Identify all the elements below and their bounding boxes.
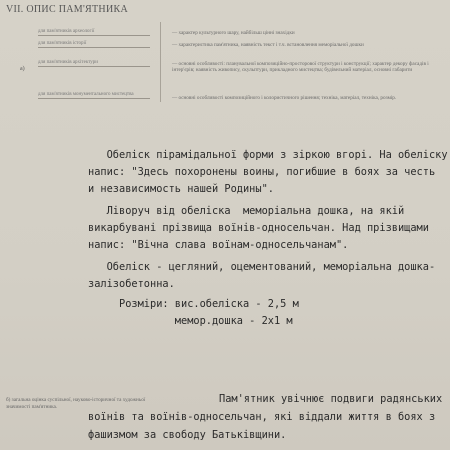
form-label: для пам'ятників монументального мистецтва	[38, 92, 150, 99]
typed-line: воїнів та воїнів-односельчан, які віддали життя в боях з	[88, 411, 436, 423]
typed-line: Розміри: вис.обеліска - 2,5 м	[88, 298, 299, 310]
form-description: — характеристика пам'ятника, наявність текст і т.ч. встановлення меморіальної дошки	[172, 42, 364, 48]
typed-line: напис: "Здесь похоронены воины, погибшие в боях за честь	[88, 166, 436, 178]
typed-line: залізобетонна.	[88, 278, 175, 290]
form-label-significance: б) загальна оцінка суспільної, науково-історичної та художньої значимості пам'ятника.	[6, 397, 146, 410]
form-description: — основні особливості: планувальної композиційно-просторової структури і конструкції; характер декору фасадів і інтер'єрів; наявність живопису, скульптури, прикладного мистецтва; будівельний матеріал, основні габарити	[172, 61, 429, 74]
form-label: для пам'ятників історії	[38, 41, 150, 48]
typed-line: Обеліск пірамідальної форми з зіркою вгорі. На обеліску	[88, 149, 448, 161]
typed-line: викарбувані прізвища воїнів-односельчан. Над прізвищами	[88, 222, 429, 234]
row-marker: а)	[20, 66, 25, 72]
form-divider	[160, 22, 161, 102]
typed-line: напис: "Вічна слава воїнам-односельчанам".	[88, 239, 349, 251]
typed-line: мемор.дошка - 2х1 м	[88, 315, 293, 327]
form-description: — характер культурного шару, найбільш цінні знахідки	[172, 30, 295, 36]
form-label: для пам'ятників архітектури	[38, 60, 150, 67]
typed-line: Пам'ятник увічнює подвиги радянських	[188, 393, 443, 405]
typed-line: Обеліск - цегляний, оцементований, меморіальна дошка-	[88, 261, 436, 273]
typed-line: и независимость нашей Родины".	[88, 183, 274, 195]
section-heading: VII. ОПИС ПАМ'ЯТНИКА	[6, 4, 128, 15]
typed-line: фашизмом за свободу Батьківщини.	[88, 429, 287, 441]
typed-line: Ліворуч від обеліска меморіальна дошка, на якій	[88, 205, 405, 217]
form-description: — основні особливості композиційного і колористичного рішення; техніка, матеріал, техніка, розмір.	[172, 95, 397, 101]
form-label: для пам'ятників археології	[38, 29, 150, 36]
